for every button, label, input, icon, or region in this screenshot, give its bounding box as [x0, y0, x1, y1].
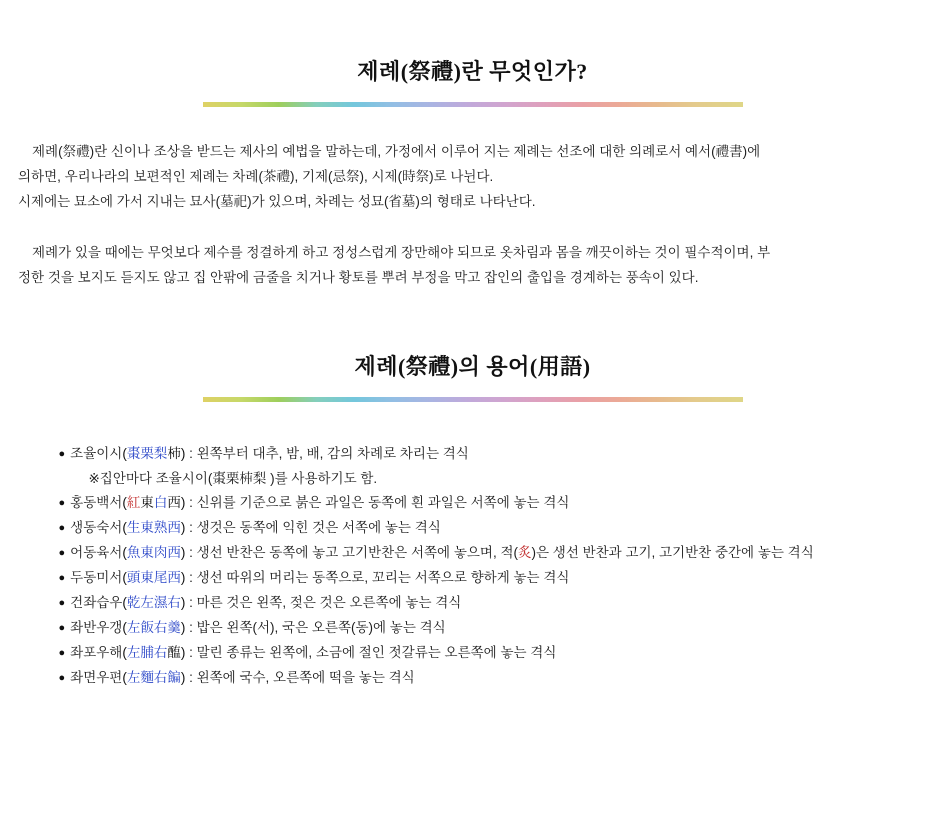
term-hanja: 棗栗梨: [126, 446, 168, 461]
term-label: 건좌습우: [70, 595, 123, 610]
term-hanja-dark: 東: [140, 495, 154, 510]
term-paren-open: (: [122, 595, 127, 610]
rainbow-divider-2: [203, 397, 743, 402]
term-label: 좌포우해: [70, 645, 123, 660]
term-paren-close: ): [180, 670, 186, 685]
section-title-definition: 제례(祭禮)란 무엇인가?: [357, 59, 588, 84]
paragraph-preparation-line1: 제례가 있을 때에는 무엇보다 제수를 정결하게 하고 정성스럽게 장만해야 되므로 옷차림과 몸을 깨끗이하는 것이 필수적이며, 부: [32, 245, 771, 260]
term-hanja: 頭東尾西: [126, 570, 181, 585]
list-item: [59, 442, 923, 467]
term-description: : 말린 종류는 왼쪽에, 소금에 절인 젓갈류는 오른쪽에 놓는 격식: [185, 645, 557, 660]
term-paren-open: (: [122, 620, 127, 635]
term-description: : 신위를 기준으로 붉은 과일은 동쪽에 흰 과일은 서쪽에 놓는 격식: [185, 495, 570, 510]
list-item: [59, 491, 923, 516]
term-paren-open: (: [122, 545, 127, 560]
paragraph-definition-line2: 의하면, 우리나라의 보편적인 제례는 차례(茶禮), 기제(忌祭), 시제(時祭)로 나뉜다.: [18, 169, 494, 184]
bullet-icon: ●: [58, 547, 66, 559]
term-paren-close: ): [180, 520, 186, 535]
note-text: ※집안마다 조율시이(棗栗枾梨 )를 사용하기도 함.: [88, 471, 378, 486]
bullet-icon: ●: [58, 647, 66, 659]
term-description: : 왼쪽에 국수, 오른쪽에 떡을 놓는 격식: [185, 670, 415, 685]
term-description: : 생선 따위의 머리는 동쪽으로, 꼬리는 서쪽으로 향하게 놓는 격식: [185, 570, 570, 585]
term-description: : 밥은 왼쪽(서), 국은 오른쪽(동)에 놓는 격식: [185, 620, 446, 635]
term-hanja-accent: 柿: [167, 446, 181, 461]
term-label: 홍동백서: [70, 495, 123, 510]
terminology-list: [23, 442, 923, 691]
term-paren-open: (: [122, 570, 127, 585]
rainbow-divider-1: [203, 102, 743, 107]
term-paren-close: ): [180, 446, 186, 461]
term-paren-close: ): [180, 595, 186, 610]
bullet-icon: ●: [58, 622, 66, 634]
term-label: 어동육서: [70, 545, 123, 560]
term-paren-close: ): [180, 620, 186, 635]
list-item: [59, 616, 923, 641]
list-item: [59, 516, 923, 541]
term-description-part2: )은 생선 반찬과 고기, 고기반찬 중간에 놓는 격식: [531, 545, 814, 560]
list-item: [59, 666, 923, 691]
bullet-icon: ●: [58, 597, 66, 609]
term-hanja: 魚東肉西: [126, 545, 181, 560]
term-hanja-red: 紅: [126, 495, 141, 510]
term-description-part1: : 생선 반찬은 동쪽에 놓고 고기반찬은 서쪽에 놓으며, 적(: [185, 545, 518, 560]
term-paren-close: ): [180, 545, 186, 560]
bullet-icon: ●: [58, 522, 66, 534]
list-item: [59, 641, 923, 666]
term-hanja: 乾左濕右: [126, 595, 181, 610]
bullet-icon: ●: [58, 497, 66, 509]
term-hanja: 生東熟西: [126, 520, 181, 535]
bullet-icon: ●: [58, 672, 66, 684]
bullet-icon: ●: [58, 448, 66, 460]
term-paren-close: ): [180, 645, 186, 660]
term-label: 좌반우갱: [70, 620, 123, 635]
paragraph-definition-line1: 제례(祭禮)란 신이나 조상을 받드는 제사의 예법을 말하는데, 가정에서 이루어 지는 제례는 선조에 대한 의례로서 예서(禮書)에: [32, 144, 761, 159]
document-page: [0, 55, 945, 839]
term-paren-close: ): [180, 570, 186, 585]
paragraph-definition-line3: 시제에는 묘소에 가서 지내는 묘사(墓祀)가 있으며, 차례는 성묘(省墓)의 형태로 나타난다.: [18, 194, 536, 209]
term-paren-open: (: [122, 495, 127, 510]
term-paren-close: ): [180, 495, 186, 510]
term-description: : 마른 것은 왼쪽, 젖은 것은 오른쪽에 놓는 격식: [185, 595, 462, 610]
term-hanja: 左飯右羹: [126, 620, 181, 635]
term-description: : 왼쪽부터 대추, 밤, 배, 감의 차례로 차리는 격식: [185, 446, 469, 461]
term-paren-open: (: [122, 645, 127, 660]
term-label: 생동숙서: [70, 520, 123, 535]
paragraph-definition: [0, 139, 880, 214]
list-item: [59, 541, 923, 566]
term-label: 두동미서: [70, 570, 123, 585]
paragraph-preparation-line2: 정한 것을 보지도 듣지도 않고 집 안팎에 금줄을 치거나 황토를 뿌려 부정을 막고 잡인의 출입을 경계하는 풍속이 있다.: [18, 270, 699, 285]
term-label: 좌면우편: [70, 670, 123, 685]
term-hanja-accent: 醢: [167, 645, 181, 660]
term-paren-open: (: [122, 520, 127, 535]
term-hanja-blue: 白: [153, 495, 168, 510]
list-item: [59, 566, 923, 591]
term-label: 조율이시: [70, 446, 123, 461]
term-description: : 생것은 동쪽에 익힌 것은 서쪽에 놓는 격식: [185, 520, 441, 535]
term-hanja-dark2: 西: [167, 495, 181, 510]
term-hanja: 左脯右: [126, 645, 168, 660]
bullet-icon: ●: [58, 572, 66, 584]
term-hanja: 左麵右䭏: [126, 670, 181, 685]
term-paren-open: (: [122, 446, 127, 461]
list-item: [59, 591, 923, 616]
paragraph-preparation: [0, 240, 880, 290]
section-title-terminology: 제례(祭禮)의 용어(用語): [354, 354, 591, 379]
term-paren-open: (: [122, 670, 127, 685]
term-description-hanja: 炙: [517, 545, 532, 560]
list-item-note: [59, 467, 923, 491]
